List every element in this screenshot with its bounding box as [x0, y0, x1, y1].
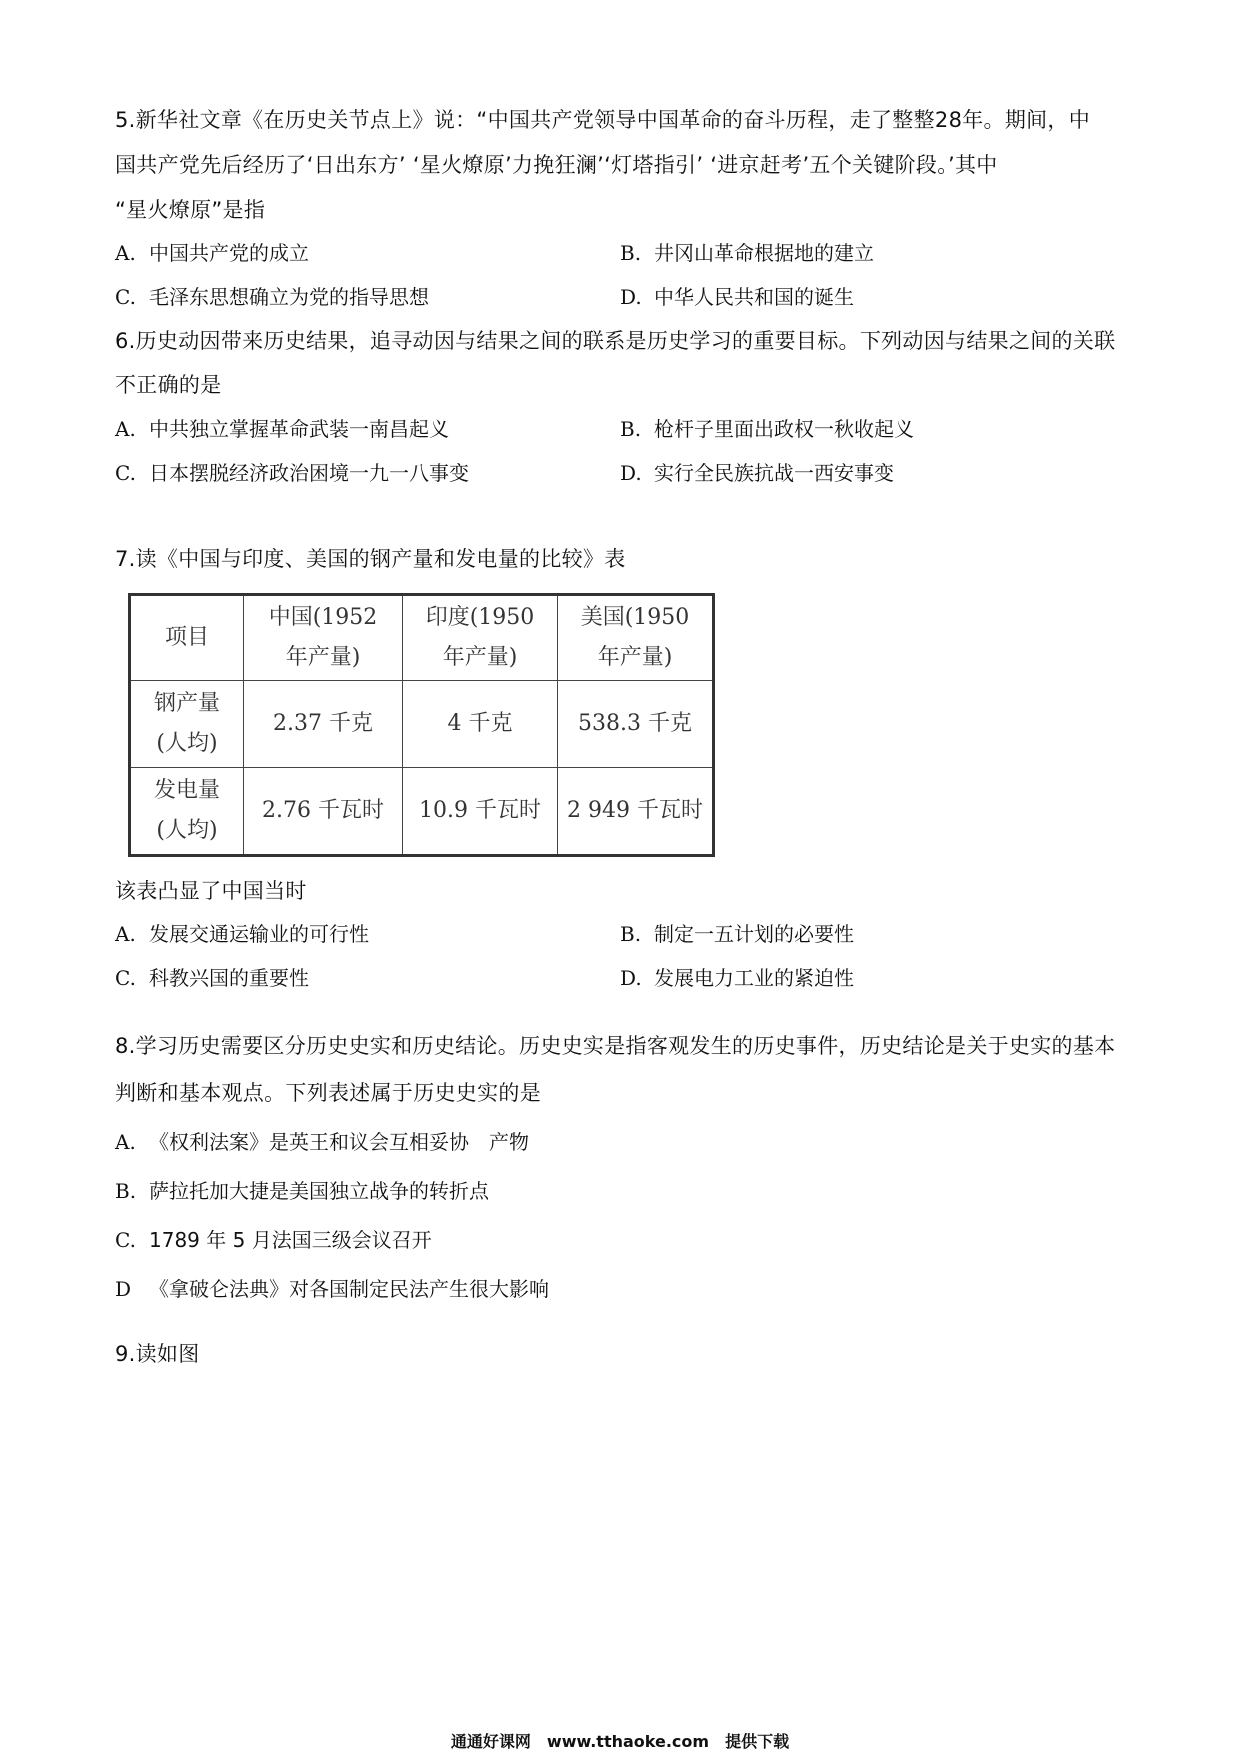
table-cell: 10.9 千瓦时 — [403, 768, 558, 856]
q5-stem-line-2: 国共产党先后经历了‘日出东方’ ‘星火燎原’力挽狂澜’‘灯塔指引’ ‘进京赶考’五个关键阶段。’其中 — [115, 153, 998, 177]
q5-option-d: D. 中华人民共和国的诞生 — [620, 285, 854, 309]
q6-option-a: A. 中共独立掌握革命武装一南昌起义 — [115, 417, 449, 441]
table-header-row — [130, 595, 714, 681]
page-footer: 通通好课网 www.tthaoke.com 提供下载 — [450, 1732, 790, 1751]
q8-option-c: C. 1789 年 5 月法国三级会议召开 — [115, 1228, 432, 1252]
q6-stem-line-2: 不正确的是 — [115, 373, 222, 397]
table-header-cell: 中国(1952 年产量) — [244, 595, 403, 681]
q7-option-d: D. 发展电力工业的紧迫性 — [620, 966, 854, 990]
table-header-cell: 项目 — [130, 595, 244, 681]
q5-option-b: B. 井冈山革命根据地的建立 — [620, 241, 874, 265]
q5-stem-line-3: “星火燎原”是指 — [115, 198, 266, 222]
table-row-label: 发电量 (人均) — [130, 768, 244, 856]
q8-option-d: D 《拿破仑法典》对各国制定民法产生很大影响 — [115, 1277, 549, 1301]
q6-option-b: B. 枪杆子里面出政权一秋收起义 — [620, 417, 914, 441]
q5-option-a: A. 中国共产党的成立 — [115, 241, 309, 265]
table-cell: 4 千克 — [403, 681, 558, 768]
table-cell: 2 949 千瓦时 — [558, 768, 714, 856]
q6-stem-line-1: 6.历史动因带来历史结果，追寻动因与结果之间的联系是历史学习的重要目标。下列动因与结果之间的关联 — [115, 329, 1116, 353]
q6-option-c: C. 日本摆脱经济政治困境一九一八事变 — [115, 461, 469, 485]
table-row-label: 钢产量 (人均) — [130, 681, 244, 768]
q6-option-d: D. 实行全民族抗战一西安事变 — [620, 461, 894, 485]
table-header-cell: 印度(1950 年产量) — [403, 595, 558, 681]
q7-option-a: A. 发展交通运输业的可行性 — [115, 922, 369, 946]
table-row — [130, 681, 714, 768]
q7-stem-line-1: 7.读《中国与印度、美国的钢产量和发电量的比较》表 — [115, 547, 626, 571]
q7-option-c: C. 科教兴国的重要性 — [115, 966, 309, 990]
q7-after-table: 该表凸显了中国当时 — [115, 879, 307, 903]
table-cell: 2.76 千瓦时 — [244, 768, 403, 856]
q8-option-b: B. 萨拉托加大捷是美国独立战争的转折点 — [115, 1179, 489, 1203]
q5-option-c: C. 毛泽东思想确立为党的指导思想 — [115, 285, 429, 309]
table-cell: 2.37 千克 — [244, 681, 403, 768]
q8-option-a: A. 《权利法案》是英王和议会互相妥协 产物 — [115, 1130, 529, 1154]
q5-stem-line-1: 5.新华社文章《在历史关节点上》说：“中国共产党领导中国革命的奋斗历程，走了整整28年。期间，中 — [115, 108, 1091, 132]
table-header-cell: 美国(1950 年产量) — [558, 595, 714, 681]
comparison-table — [128, 593, 715, 857]
q7-option-b: B. 制定一五计划的必要性 — [620, 922, 854, 946]
table-cell: 538.3 千克 — [558, 681, 714, 768]
table-row — [130, 768, 714, 856]
q8-stem-line-1: 8.学习历史需要区分历史史实和历史结论。历史史实是指客观发生的历史事件，历史结论是关于史实的基本 — [115, 1034, 1116, 1058]
q8-stem-line-2: 判断和基本观点。下列表述属于历史史实的是 — [115, 1081, 541, 1105]
q9-stem-line-1: 9.读如图 — [115, 1342, 200, 1366]
